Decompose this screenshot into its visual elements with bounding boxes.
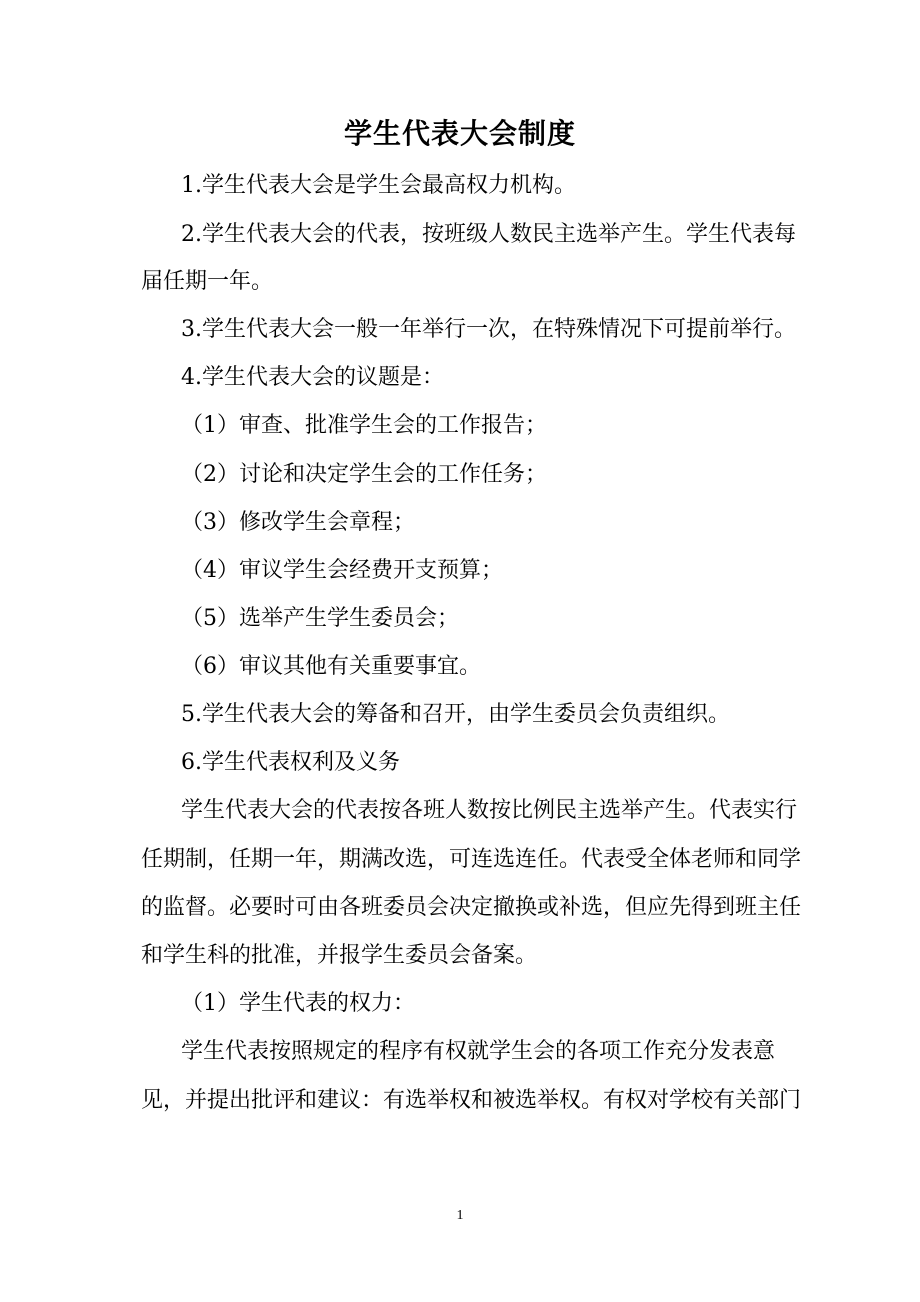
clause-3: 3.学生代表大会一般一年举行一次，在特殊情况下可提前举行。 — [181, 317, 796, 342]
representative-paragraph-line-1: 学生代表大会的代表按各班人数按比例民主选举产生。代表实行 — [181, 798, 798, 823]
representative-paragraph-line-4: 和学生科的批准，并报学生委员会备案。 — [141, 943, 538, 968]
agenda-item-5: （5）选举产生学生委员会； — [181, 606, 459, 631]
powers-paragraph-line-2: 见，并提出批评和建议：有选举权和被选举权。有权对学校有关部门 — [141, 1088, 802, 1113]
powers-heading: （1）学生代表的权力： — [181, 991, 415, 1016]
clause-6: 6.学生代表权利及义务 — [181, 750, 400, 775]
powers-paragraph-line-1: 学生代表按照规定的程序有权就学生会的各项工作充分发表意 — [181, 1039, 776, 1064]
clause-2-line-1: 2.学生代表大会的代表，按班级人数民主选举产生。学生代表每 — [181, 222, 796, 247]
representative-paragraph-line-3: 的监督。必要时可由各班委员会决定撤换或补选，但应先得到班主任 — [141, 895, 802, 920]
clause-4: 4.学生代表大会的议题是： — [181, 365, 444, 390]
agenda-item-4: （4）审议学生会经费开支预算； — [181, 558, 503, 583]
agenda-item-1: （1）审查、批准学生会的工作报告； — [181, 413, 547, 438]
clause-1: 1.学生代表大会是学生会最高权力机构。 — [181, 173, 576, 198]
page-number: 1 — [456, 1208, 464, 1223]
agenda-item-3: （3）修改学生会章程； — [181, 510, 415, 535]
agenda-item-2: （2）讨论和决定学生会的工作任务； — [181, 462, 547, 487]
document-title: 学生代表大会制度 — [343, 117, 576, 150]
representative-paragraph-line-2: 任期制，任期一年，期满改选，可连选连任。代表受全体老师和同学 — [141, 847, 802, 872]
clause-2-line-2: 届任期一年。 — [141, 269, 274, 294]
clause-5: 5.学生代表大会的筹备和召开，由学生委员会负责组织。 — [181, 702, 730, 727]
agenda-item-6: （6）审议其他有关重要事宜。 — [181, 654, 481, 679]
